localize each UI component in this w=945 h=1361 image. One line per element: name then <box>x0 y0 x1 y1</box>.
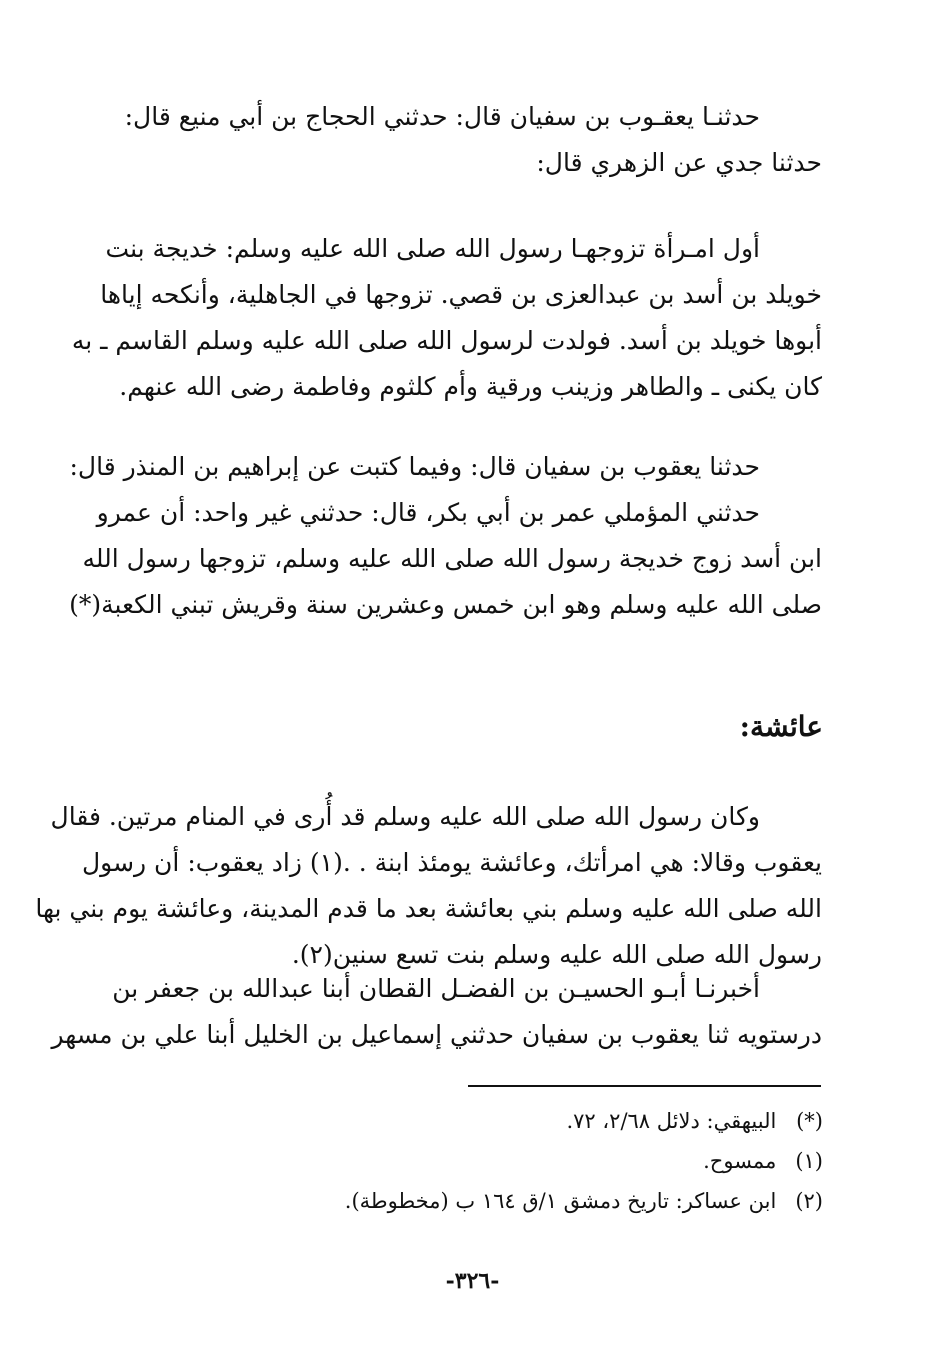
footnote-item <box>123 1141 823 1181</box>
footnote-item <box>123 1101 823 1141</box>
footnote-mark: (*) <box>796 1109 823 1133</box>
text-line: حدثنا يعقوب بن سفيان قال: وفيما كتبت عن إبراهيم بن المنذر قال: <box>69 452 760 481</box>
text-line: أول امـرأة تزوجهـا رسول الله صلى الله عليه وسلم: خديجة بنت <box>105 234 760 263</box>
text-line: حدثني المؤملي عمر بن أبي بكر، قال: حدثني غير واحد: أن عمرو <box>96 498 760 527</box>
paragraph-aisha <box>35 794 822 978</box>
text-line: حدثنـا يعقـوب بن سفيان قال: حدثني الحجاج بن أبي منيع قال: <box>124 102 760 131</box>
text-line: ابن أسد زوج خديجة رسول الله صلى الله عليه وسلم، تزوجها رسول الله <box>82 544 822 573</box>
text-line: أخبرنـا أبـو الحسيـن بن الفضـل القطان أبنا عبدالله بن جعفر بن <box>112 974 760 1003</box>
text-line: يعقوب وقالا: هي امرأتك، وعائشة يومئذ ابنة . .(١) زاد يعقوب: أن رسول <box>82 848 822 877</box>
footnote-text: البيهقي: دلائل ٢/٦٨، ٧٢. <box>566 1109 777 1133</box>
footnotes <box>123 1101 823 1221</box>
footnote-mark: (٢) <box>795 1189 823 1213</box>
paragraph-isnad-3 <box>51 966 822 1058</box>
text-line: وكان رسول الله صلى الله عليه وسلم قد أُرى في المنام مرتين. فقال <box>50 802 760 831</box>
footnote-mark: (١) <box>795 1149 823 1173</box>
text-line: حدثنا جدي عن الزهري قال: <box>536 148 822 177</box>
text-line: أبوها خويلد بن أسد. فولدت لرسول الله صلى الله عليه وسلم القاسم ـ به <box>71 326 822 355</box>
footnote-text: ممسوح. <box>703 1149 777 1173</box>
text-line: خويلد بن أسد بن عبدالعزى بن قصي. تزوجها في الجاهلية، وأنكحه إياها <box>100 280 822 309</box>
footnote-separator <box>468 1085 821 1087</box>
text-line: رسول الله صلى الله عليه وسلم بنت تسع سنين(٢). <box>291 940 822 969</box>
paragraph-isnad-1 <box>122 94 822 186</box>
text-line: كان يكنى ـ والطاهر وزينب ورقية وأم كلثوم وفاطمة رضى الله عنهم. <box>119 372 822 401</box>
paragraph-isnad-2 <box>69 444 822 628</box>
text-line: صلى الله عليه وسلم وهو ابن خمس وعشرين سنة وقريش تبني الكعبة(*) <box>69 590 822 619</box>
paragraph-khadija <box>71 226 822 410</box>
section-heading-aisha: عائشة: <box>739 710 823 743</box>
text-line: الله صلى الله عليه وسلم بني بعائشة بعد ما قدم المدينة، وعائشة يوم بني بها <box>35 894 822 923</box>
footnote-text: ابن عساكر: تاريخ دمشق ١/ق ١٦٤ ب (مخطوطة). <box>344 1189 777 1213</box>
text-line: درستويه ثنا يعقوب بن سفيان حدثني إسماعيل بن الخليل أبنا علي بن مسهر <box>51 1020 822 1049</box>
page-number: -٣٢٦- <box>445 1268 500 1294</box>
footnote-item <box>123 1181 823 1221</box>
